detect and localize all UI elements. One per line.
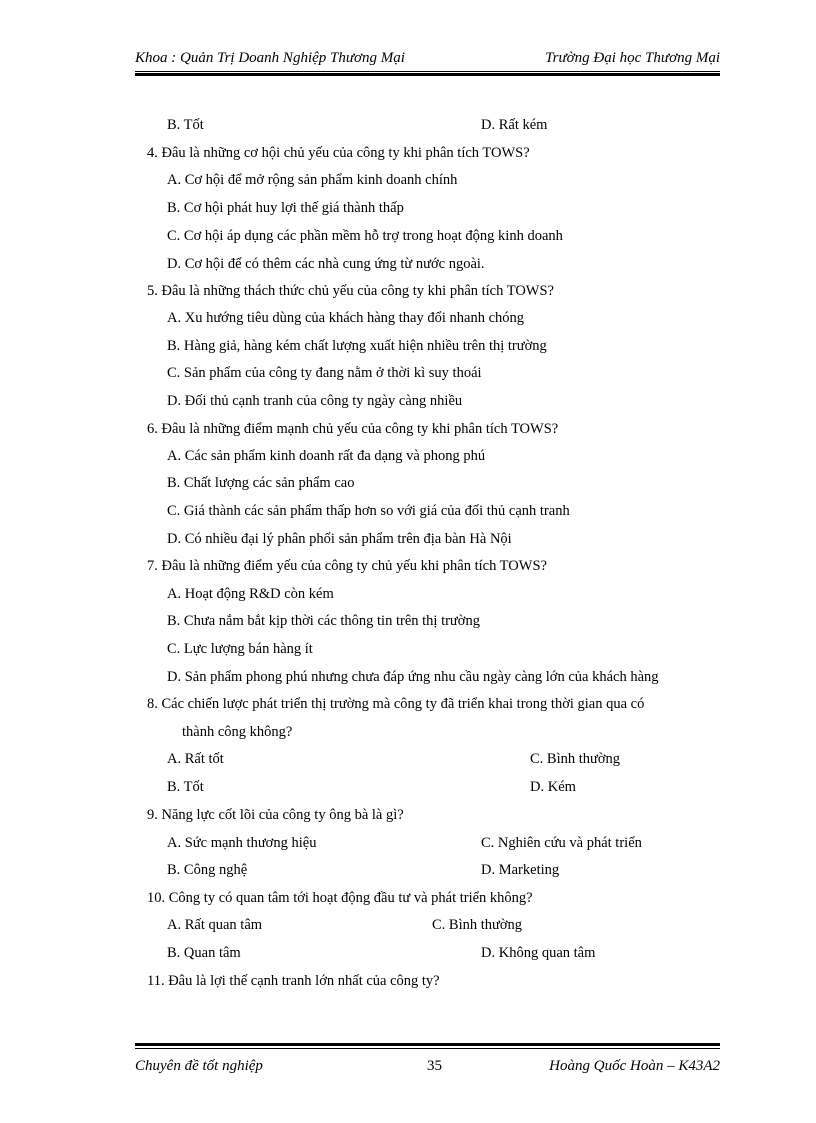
- question-6-option-d: D. Có nhiều đại lý phân phối sản phẩm trên địa bàn Hà Nội: [167, 531, 512, 547]
- question-9-option-d: D. Marketing: [481, 862, 560, 878]
- footer-rule-thin: [135, 1048, 720, 1049]
- question-5-option-b: B. Hàng giả, hàng kém chất lượng xuất hiện nhiều trên thị trường: [167, 338, 547, 354]
- question-4-option-c: C. Cơ hội áp dụng các phần mềm hỗ trợ trong hoạt động kinh doanh: [167, 228, 563, 244]
- question-5: 5. Đâu là những thách thức chủ yếu của công ty khi phân tích TOWS?: [147, 283, 554, 299]
- header-faculty: Khoa : Quản Trị Doanh Nghiệp Thương Mại: [135, 50, 405, 66]
- header-rule-thin: [135, 71, 720, 72]
- footer-author: Hoàng Quốc Hoàn – K43A2: [549, 1058, 720, 1074]
- question-10-option-b: B. Quan tâm: [167, 945, 241, 961]
- question-8-option-c: C. Bình thường: [530, 751, 621, 767]
- question-6-option-c: C. Giá thành các sản phẩm thấp hơn so với giá của đối thủ cạnh tranh: [167, 503, 570, 519]
- page-footer: [135, 1058, 720, 1080]
- question-10-option-a: A. Rất quan tâm: [167, 917, 263, 933]
- question-7-option-b: B. Chưa nắm bắt kịp thời các thông tin trên thị trường: [167, 613, 480, 629]
- page-header: [135, 48, 720, 70]
- question-10: 10. Công ty có quan tâm tới hoạt động đầu tư và phát triển không?: [147, 890, 533, 906]
- option-d-rat-kem: D. Rất kém: [481, 117, 548, 133]
- question-6-option-a: A. Các sản phẩm kinh doanh rất đa dạng và phong phú: [167, 448, 486, 464]
- footer-thesis-label: Chuyên đề tốt nghiệp: [135, 1058, 263, 1074]
- question-8: 8. Các chiến lược phát triển thị trường mà công ty đã triển khai trong thời gian qua có: [147, 696, 645, 712]
- question-10-option-c: C. Bình thường: [432, 917, 523, 933]
- question-8-option-a: A. Rất tốt: [167, 751, 224, 767]
- page-number: 35: [427, 1058, 442, 1074]
- question-7-option-a: A. Hoạt động R&D còn kém: [167, 586, 334, 602]
- question-7-option-c: C. Lực lượng bán hàng ít: [167, 641, 313, 657]
- question-8-option-d: D. Kém: [530, 779, 576, 795]
- question-10-option-d: D. Không quan tâm: [481, 945, 596, 961]
- question-9-option-b: B. Công nghệ: [167, 862, 248, 878]
- question-5-option-a: A. Xu hướng tiêu dùng của khách hàng thay đổi nhanh chóng: [167, 310, 525, 326]
- question-11: 11. Đâu là lợi thế cạnh tranh lớn nhất của công ty?: [147, 973, 440, 989]
- question-7: 7. Đâu là những điểm yếu của công ty chủ yếu khi phân tích TOWS?: [147, 558, 547, 574]
- header-rule-thick: [135, 73, 720, 76]
- question-9-option-c: C. Nghiên cứu và phát triển: [481, 835, 642, 851]
- question-5-option-c: C. Sản phẩm của công ty đang nằm ở thời kì suy thoái: [167, 365, 482, 381]
- question-8-continued: thành công không?: [182, 724, 293, 740]
- question-8-option-b: B. Tốt: [167, 779, 204, 795]
- question-6-option-b: B. Chất lượng các sản phẩm cao: [167, 475, 355, 491]
- question-7-option-d: D. Sản phẩm phong phú nhưng chưa đáp ứng nhu cầu ngày càng lớn của khách hàng: [167, 669, 659, 685]
- question-4: 4. Đâu là những cơ hội chủ yếu của công ty khi phân tích TOWS?: [147, 145, 530, 161]
- footer-rule-thick: [135, 1043, 720, 1046]
- question-9: 9. Năng lực cốt lõi của công ty ông bà là gì?: [147, 807, 404, 823]
- question-4-option-d: D. Cơ hội để có thêm các nhà cung ứng từ nước ngoài.: [167, 256, 485, 272]
- question-9-option-a: A. Sức mạnh thương hiệu: [167, 835, 317, 851]
- question-4-option-b: B. Cơ hội phát huy lợi thế giá thành thấp: [167, 200, 404, 216]
- question-4-option-a: A. Cơ hội để mở rộng sản phẩm kinh doanh chính: [167, 172, 458, 188]
- question-6: 6. Đâu là những điểm mạnh chủ yếu của công ty khi phân tích TOWS?: [147, 421, 559, 437]
- option-b-tot: B. Tốt: [167, 117, 204, 133]
- question-5-option-d: D. Đối thủ cạnh tranh của công ty ngày càng nhiều: [167, 393, 463, 409]
- header-university: Trường Đại học Thương Mại: [545, 50, 720, 66]
